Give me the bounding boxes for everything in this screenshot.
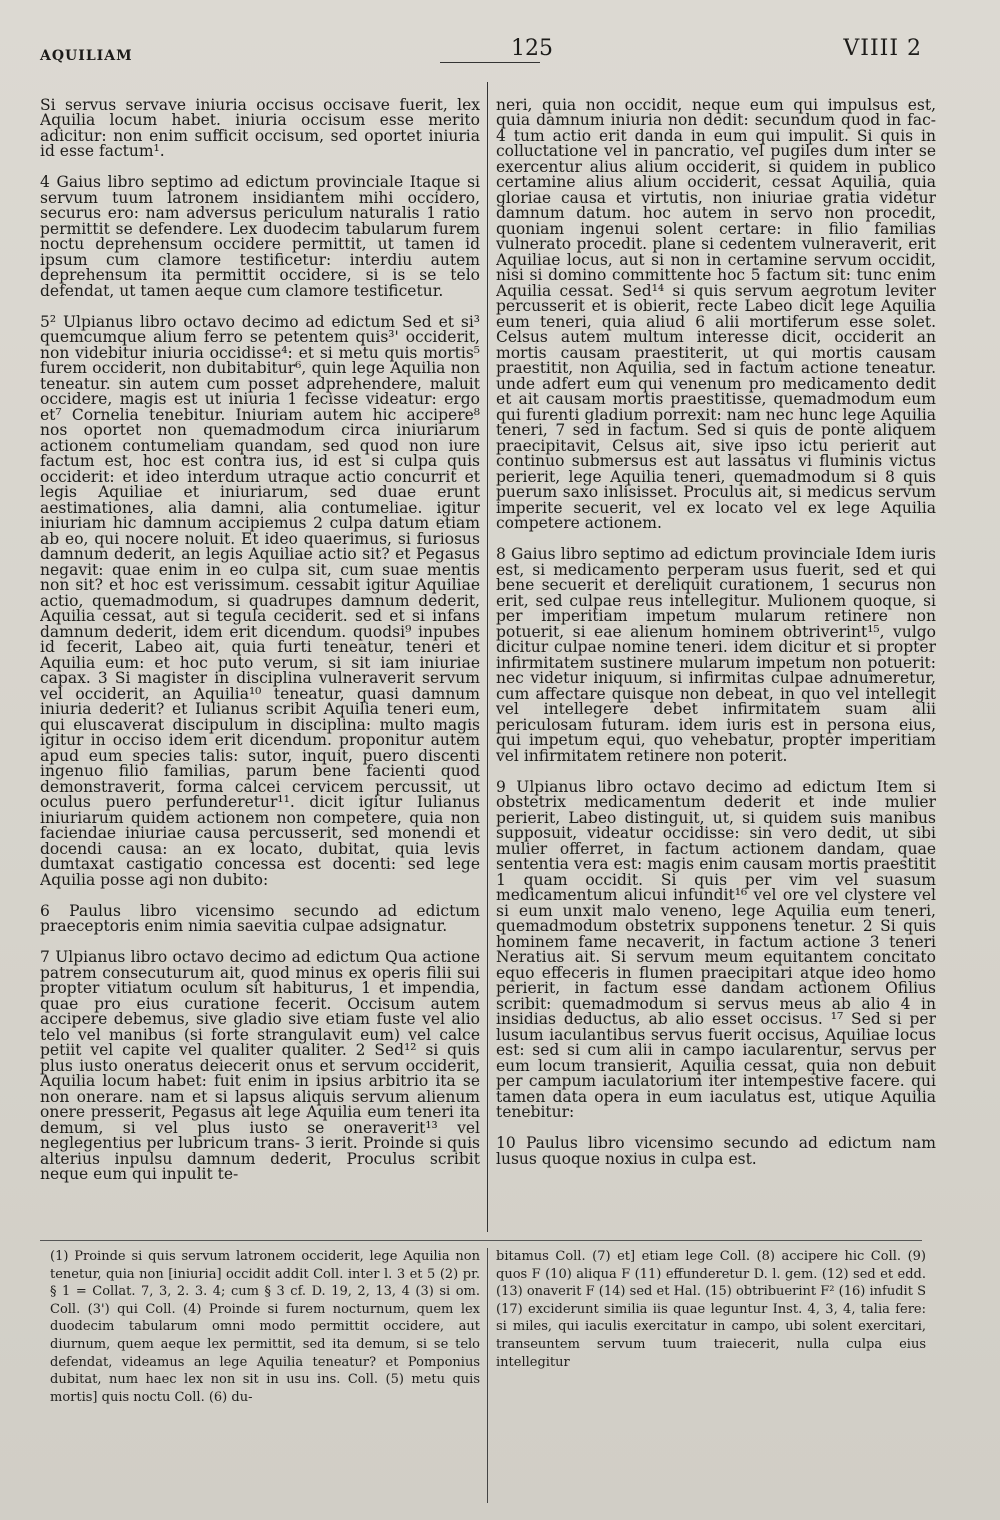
header-rule [440,62,540,63]
paragraph: 6 Paulus libro vicensimo secundo ad edictum praeceptoris enim nimia saevitia culpae adsignatur. [40,901,480,935]
paragraph: 8 Gaius libro septimo ad edictum provinciale Idem iuris est, si medicamento perperam usus fuerit, sed et qui bene secuerit et dereliquit curationem, 1 securus non erit, sed culpae reus intellegitur. Mulionem quoque, si per imperitiam impetum mularum retinere non potuerit, si eae alienum hominem obtriverint¹⁵, vulgo dicitur culpae nomine teneri. idem dicitur et si propter infirmitatem sustinere mularum impetum non potuerit: nec videtur iniquum, si infirmitas culpae adnumeretur, cum affectare quisque non debeat, in quo vel intellegit vel intellegere debet infirmitatem suam alii periculosam futuram. idem iuris est in persona eius, qui impetum equi, quo vehebatur, propter imperitiam vel infirmitatem retinere non poterit. [496,545,936,765]
footnote-rule [40,1240,922,1241]
running-title: AQUILIAM [40,48,133,64]
book-title-number: VIIII 2 [843,36,922,61]
text-columns [40,82,936,1232]
page-number: 125 [511,36,553,61]
footnotes [40,1248,926,1508]
footnote-divider [487,1248,488,1503]
right-column [496,82,936,1232]
paragraph: neri, quia non occidit, neque eum qui impulsus est, quia damnum iniuria non dedit: secundum quod in fac- 4 tum actio erit danda in eum qui impulit. Si quis in colluctatione vel in pancratio, vel pugiles dum inter se exercentur alius alium occiderit, si quidem in publico certamine alius alium occiderit, cessat Aquilia, quia gloriae causa et virtutis, non iniuriae gratia videtur damnum datum. hoc autem in servo non procedit, quoniam ingenui solent certare: in filio familias vulnerato procedit. plane si cedentem vulneraverit, erit Aquiliae locus, aut si non in certamine servum occidit, nisi si domino committente hoc 5 factum sit: tunc enim Aquilia cessat. Sed¹⁴ si quis servum aegrotum leviter percusserit et is obierit, recte Labeo dicit lege Aquilia eum teneri, quia aliud 6 alii mortiferum esse solet. Celsus autem multum interesse dicit, occiderit an mortis causam praestiterit, ut qui mortis causam praestitit, non Aquilia, sed in factum actione teneatur. unde adfert eum qui venenum pro medicamento dedit et ait causam mortis praestitisse, quemadmodum eum qui furenti gladium porrexit: nam nec hunc lege Aquilia teneri, 7 sed in factum. Sed si quis de ponte aliquem praecipitavit, Celsus ait, sive ipso ictu perierit aut continuo submersus est aut lassatus vi fluminis victus perierit, lege Aquilia teneri, quemadmodum si 8 quis puerum saxo inlisisset. Proculus ait, si medicus servum imperite secuerit, vel ex locato vel ex lege Aquilia competere actionem. [496,95,936,532]
footnotes-left: (1) Proinde si quis servum latronem occiderit, lege Aquilia non tenetur, quia non [iniuria] occidit addit Coll. inter l. 3 et 5 (2) pr. § 1 = Collat. 7, 3, 2. 3. 4; cum § 3 cf. D. 19, 2, 13, 4 (3) si om. Coll. (3') qui Coll. (4) Proinde si furem nocturnum, quem lex duodecim tabularum omni modo permittit occidere, aut diurnum, quem aeque lex permittit, sed ita demum, si se telo defendat, videamus an lege Aquilia teneatur? et Pomponius dubitat, num haec lex non sit in usu ins. Coll. (5) metu quis mortis] quis noctu Coll. (6) du- [50,1249,480,1405]
paragraph: 9 Ulpianus libro octavo decimo ad edictum Item si obstetrix medicamentum dederit et inde mulier perierit, Labeo distinguit, ut, si quidem suis manibus supposuit, videatur occidisse: sin vero dedit, ut sibi mulier offerret, in factum actionem dandam, quae sententia vera est: magis enim causam mortis praestitit 1 quam occidit. Si quis per vim vel suasum medicamentum alicui infundit¹⁶ vel ore vel clystere vel si eum unxit malo veneno, lege Aquilia eum teneri, quemadmodum obstetrix supponens tenetur. 2 Si quis hominem fame necaverit, in factum actione 3 teneri Neratius ait. Si servum meum equitantem concitato equo effeceris in flumen praecipitari atque ideo homo perierit, in factum esse dandam actionem Ofilius scribit: quemadmodum si servus meus ab alio 4 in insidias deductus, ab alio esset occisus. ¹⁷ Sed si per lusum iaculantibus servus fuerit occisus, Aquiliae locus est: sed si cum alii in campo iacularentur, servus per eum locum transierit, Aquilia cessat, quia non debuit per campum iaculatorium iter intempestive facere. qui tamen data opera in eum iaculatus est, utique Aquilia tenebitur: [496,777,936,1121]
footnotes-right: bitamus Coll. (7) et] etiam lege Coll. (8) accipere hic Coll. (9) quos F (10) aliqua F (11) effunderetur D. l. gem. (12) sed et edd. (13) onaverit F (14) sed et Hal. (15) obtribuerint F² (16) infudit S (17) exciderunt similia iis quae leguntur Inst. 4, 3, 4, talia fere: si miles, qui iaculis exercitatur in campo, ubi solent exercitari, transeuntem servum tuum traiecerit, nulla culpa eius intellegitur [496,1249,926,1370]
paragraph: Si servus servave iniuria occisus occisave fuerit, lex Aquilia locum habet. iniuria occisum esse merito adicitur: non enim sufficit occisum, sed oportet iniuria id esse factum¹. [40,95,480,160]
running-head [40,36,922,70]
paragraph: 5² Ulpianus libro octavo decimo ad edictum Sed et si³ quemcumque alium ferro se petentem quis³' occiderit, non videbitur iniuria occidisse⁴: et si metu quis mortis⁵ furem occiderit, non dubitabitur⁶, quin lege Aquilia non teneatur. sin autem cum posset adprehendere, maluit occidere, magis est ut iniuria 1 fecisse videatur: ergo et⁷ Cornelia tenebitur. Iniuriam autem hic accipere⁸ nos oportet non quemadmodum circa iniuriarum actionem contumeliam quandam, sed quod non iure factum est, hoc est contra ius, id est si culpa quis occiderit: et ideo interdum utraque actio concurrit et legis Aquiliae et iniuriarum, sed duae erunt aestimationes, alia damni, alia contumeliae. igitur iniuriam hic damnum accipiemus 2 culpa datum etiam ab eo, qui nocere noluit. Et ideo quaerimus, si furiosus damnum dederit, an legis Aquiliae actio sit? et Pegasus negavit: quae enim in eo culpa sit, cum suae mentis non sit? et hoc est verissimum. cessabit igitur Aquiliae actio, quemadmodum, si quadrupes damnum dederit, Aquilia cessat, aut si tegula ceciderit. sed et si infans damnum dederit, idem erit dicendum. quodsi⁹ inpubes id fecerit, Labeo ait, quia furti teneatur, teneri et Aquilia eum: et hoc puto verum, si sit iam iniuriae capax. 3 Si magister in disciplina vulneraverit servum vel occiderit, an Aquilia¹⁰ teneatur, quasi damnum iniuria dederit? et Iulianus scribit Aquilia teneri eum, qui eluscaverat discipulum in disciplina: multo magis igitur in occiso idem erit dicendum. proponitur autem apud eum species talis: sutor, inquit, puero discenti ingenuo filio familias, parum bene facienti quod demonstraverit, forma calcei cervicem percussit, ut oculus puero perfunderetur¹¹. dicit igitur Iulianus iniuriarum quidem actionem non competere, quia non faciendae iniuriae causa percusserit, sed monendi et docendi causa: an ex locato, dubitat, quia levis dumtaxat castigatio concessa est docenti: sed lege Aquilia posse agi non dubito: [40,312,480,889]
paragraph: 10 Paulus libro vicensimo secundo ad edictum nam lusus quoque noxius in culpa est. [496,1134,936,1168]
left-column [40,82,480,1232]
column-divider [487,82,488,1232]
paragraph: 7 Ulpianus libro octavo decimo ad edictum Qua actione patrem consecuturum ait, quod minus ex operis filii sui propter vitiatum oculum sit habiturus, 1 et impendia, quae pro eius curatione fecerit. Occisum autem accipere debemus, sive gladio sive etiam fuste vel alio telo vel manibus (si forte strangulavit eum) vel calce petiit vel capite vel qualiter qualiter. 2 Sed¹² si quis plus iusto oneratus deiecerit onus et servum occiderit, Aquilia locum habet: fuit enim in ipsius arbitrio ita se non onerare. nam et si lapsus aliquis servum alienum onere presserit, Pegasus ait lege Aquilia eum teneri ita demum, si vel plus iusto se oneraverit¹³ vel neglegentius per lubricum trans- 3 ierit. Proinde si quis alterius inpulsu damnum dederit, Proculus scribit neque eum qui inpulit te- [40,948,480,1183]
paragraph: 4 Gaius libro septimo ad edictum provinciale Itaque si servum tuum latronem insidiantem mihi occidero, securus ero: nam adversus periculum naturalis 1 ratio permittit se defendere. Lex duodecim tabularum furem noctu deprehensum occidere permittit, ut tamen id ipsum cum clamore testificetur: interdiu autem deprehensum ita permittit occidere, si is se telo defendat, ut tamen aeque cum clamore testificetur. [40,173,480,300]
